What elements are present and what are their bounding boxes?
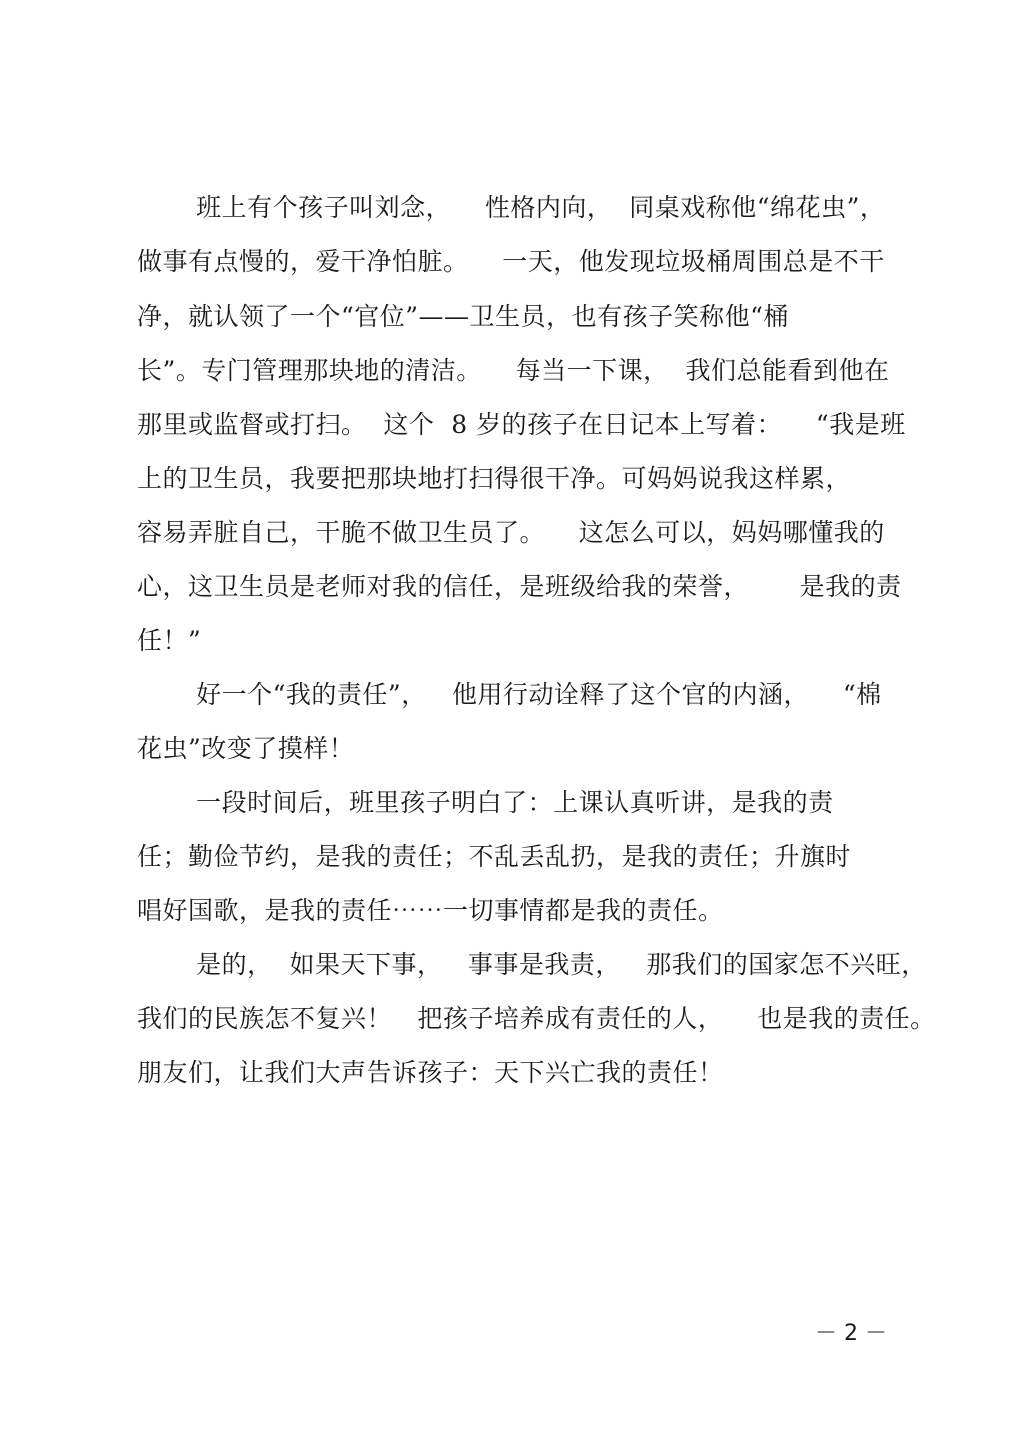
text-line: 上的卫生员，我要把那块地打扫得很干净。可妈妈说我这样累， [137,464,852,493]
text-line: 唱好国歌，是我的责任⋯⋯一切事情都是我的责任。 [137,896,724,925]
text-line: 长”。专门管理那块地的清洁。 每当一下课， 我们总能看到他在 [137,356,890,385]
text-line: 班上有个孩子叫刘念， 性格内向， 同桌戏称他“绵花虫”， [137,193,886,222]
text-line: 好一个“我的责任”， 他用行动诠释了这个官的内涵， “棉 [137,680,882,709]
text-line: 做事有点慢的，爱干净怕脏。 一天，他发现垃圾桶周围总是不干 [137,247,885,276]
text-line: 朋友们，让我们大声告诉孩子：天下兴亡我的责任！ [137,1058,724,1087]
text-line: 那里或监督或打扫。 这个 8 岁的孩子在日记本上写着： “我是班 [137,410,906,439]
text-line: 我们的民族怎不复兴！ 把孩子培养成有责任的人， 也是我的责任。 [137,1004,936,1033]
text-line: 容易弄脏自己，干脆不做卫生员了。 这怎么可以，妈妈哪懂我的 [137,518,885,547]
page-number: － 2 － [815,1321,887,1346]
text-line: 一段时间后，班里孩子明白了：上课认真听讲，是我的责 [137,788,834,817]
text-line: 任；勤俭节约，是我的责任；不乱丢乱扔，是我的责任；升旗时 [137,842,852,871]
text-line: 心，这卫生员是老师对我的信任，是班级给我的荣誉， 是我的责 [137,572,902,601]
text-line: 任！” [137,626,202,655]
text-line: 净，就认领了一个“官位”——卫生员，也有孩子笑称他“桶 [137,302,789,331]
text-line: 花虫”改变了摸样！ [137,734,355,763]
text-line: 是的， 如果天下事， 事事是我责， 那我们的国家怎不兴旺， [137,950,927,979]
